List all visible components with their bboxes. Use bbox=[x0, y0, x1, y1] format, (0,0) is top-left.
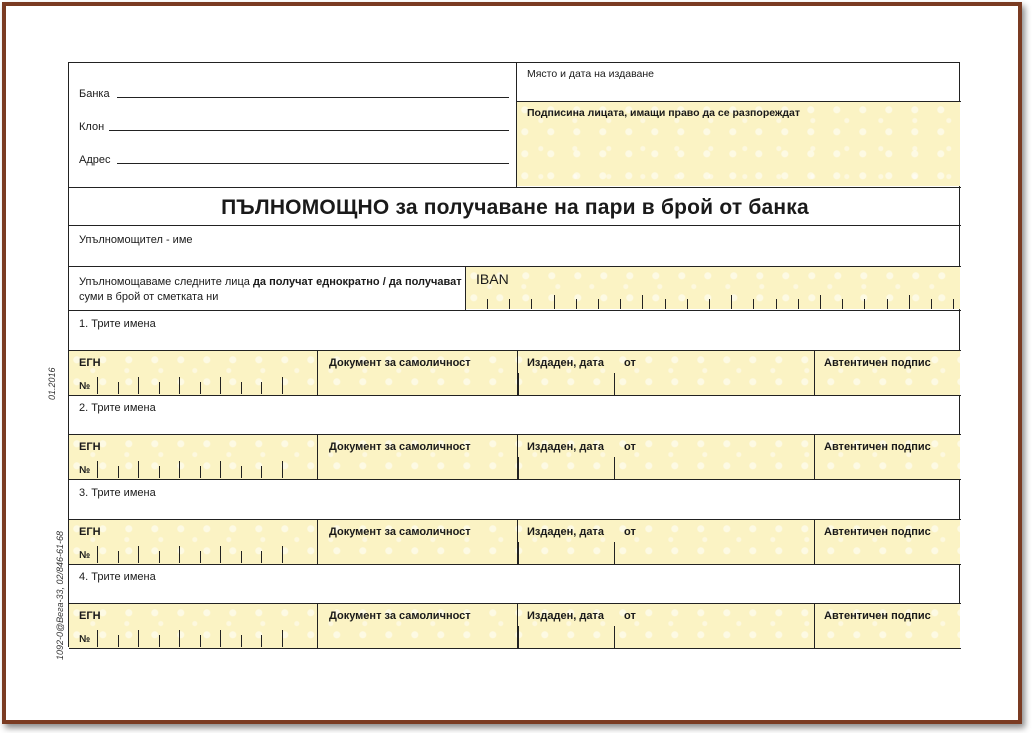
authorize-bottom-line bbox=[69, 310, 961, 311]
egn-label: ЕГН bbox=[79, 610, 101, 622]
branch-field[interactable] bbox=[109, 130, 509, 131]
egn-digit-tick bbox=[261, 635, 262, 647]
egn-digit-tick bbox=[118, 635, 119, 647]
authorize-bold: да получат еднократно / да получават bbox=[252, 276, 462, 288]
iban-digit-tick bbox=[731, 295, 732, 309]
date-code: 01.2016 bbox=[47, 367, 57, 400]
egn-digit-tick bbox=[159, 382, 160, 394]
issued-date-label: Издаден, дата bbox=[527, 357, 604, 369]
iban-digit-tick bbox=[642, 295, 643, 309]
principal-label: Упълномощител - име bbox=[79, 234, 193, 246]
iban-digit-tick bbox=[953, 299, 954, 309]
egn-digit-tick bbox=[261, 551, 262, 563]
signature-divider bbox=[814, 351, 815, 395]
from-mark bbox=[614, 626, 615, 648]
print-code: 1092-0@Вега-33, 02/846-61-68 bbox=[55, 530, 65, 660]
signature-divider bbox=[814, 435, 815, 479]
egn-digit-tick bbox=[159, 466, 160, 478]
egn-digit-tick bbox=[241, 466, 242, 478]
issued-mark bbox=[518, 626, 519, 648]
person-name-label: 1. Трите имена bbox=[79, 318, 156, 330]
egn-label: ЕГН bbox=[79, 526, 101, 538]
signatures-top-line bbox=[516, 101, 961, 102]
form-title: ПЪЛНОМОЩНО за получаване на пари в брой от банка bbox=[221, 196, 809, 219]
egn-digit-tick bbox=[179, 377, 180, 394]
egn-digit-tick bbox=[138, 630, 139, 647]
document-label: Документ за самоличност bbox=[329, 526, 471, 538]
address-label: Адрес bbox=[79, 154, 111, 166]
iban-digit-tick bbox=[887, 299, 888, 309]
egn-digit-tick bbox=[97, 377, 98, 394]
from-mark bbox=[614, 373, 615, 395]
egn-digit-tick bbox=[220, 546, 221, 563]
egn-digit-tick bbox=[261, 382, 262, 394]
iban-digit-tick bbox=[909, 295, 910, 309]
authorize-text bbox=[79, 276, 462, 288]
id-row-bottom-line bbox=[69, 395, 961, 396]
egn-digit-tick bbox=[138, 377, 139, 394]
signatures-label: Подписина лицата, имащи право да се разпореждат bbox=[527, 107, 801, 119]
issued-date-label: Издаден, дата bbox=[527, 441, 604, 453]
issued-date-label: Издаден, дата bbox=[527, 526, 604, 538]
egn-digit-tick bbox=[179, 546, 180, 563]
document-label: Документ за самоличност bbox=[329, 610, 471, 622]
iban-digit-tick bbox=[709, 299, 710, 309]
iban-digit-tick bbox=[554, 295, 555, 309]
id-row-bottom-line bbox=[69, 479, 961, 480]
iban-digit-tick bbox=[931, 299, 932, 309]
branch-label: Клон bbox=[79, 121, 105, 133]
egn-divider bbox=[317, 351, 318, 395]
person-name-label: 3. Трите имена bbox=[79, 487, 156, 499]
iban-digit-tick bbox=[753, 299, 754, 309]
iban-digit-tick bbox=[598, 299, 599, 309]
egn-digit-tick bbox=[200, 466, 201, 478]
id-row-bottom-line bbox=[69, 564, 961, 565]
egn-digit-tick bbox=[118, 551, 119, 563]
iban-digit-tick bbox=[864, 299, 865, 309]
person-name-label: 4. Трите имена bbox=[79, 571, 156, 583]
address-field[interactable] bbox=[117, 163, 509, 164]
power-of-attorney-form bbox=[68, 62, 960, 647]
from-label: от bbox=[624, 357, 636, 369]
authorize-plain: Упълномощаваме следните лица bbox=[79, 276, 250, 288]
iban-digit-tick bbox=[531, 299, 532, 309]
egn-digit-tick bbox=[159, 551, 160, 563]
egn-digit-tick bbox=[118, 466, 119, 478]
egn-digit-tick bbox=[179, 461, 180, 478]
iban-digit-tick bbox=[776, 299, 777, 309]
document-label: Документ за самоличност bbox=[329, 441, 471, 453]
egn-digit-tick bbox=[220, 630, 221, 647]
id-row-bottom-line bbox=[69, 648, 961, 649]
egn-digit-tick bbox=[241, 635, 242, 647]
from-label: от bbox=[624, 441, 636, 453]
egn-digit-tick bbox=[241, 551, 242, 563]
issued-mark bbox=[518, 542, 519, 564]
iban-label: IBAN bbox=[476, 271, 509, 287]
egn-digit-tick bbox=[118, 382, 119, 394]
signature-label: Автентичен подпис bbox=[824, 441, 931, 453]
egn-divider bbox=[317, 520, 318, 564]
from-mark bbox=[614, 542, 615, 564]
egn-digit-tick bbox=[282, 461, 283, 478]
signature-divider bbox=[814, 520, 815, 564]
egn-digit-tick bbox=[220, 377, 221, 394]
number-label: № bbox=[79, 381, 91, 392]
iban-digit-tick bbox=[487, 299, 488, 309]
iban-digit-tick bbox=[576, 299, 577, 309]
egn-digit-tick bbox=[200, 551, 201, 563]
from-mark bbox=[614, 457, 615, 479]
iban-digit-tick bbox=[820, 295, 821, 309]
egn-divider bbox=[317, 435, 318, 479]
signature-label: Автентичен подпис bbox=[824, 357, 931, 369]
egn-digit-tick bbox=[200, 382, 201, 394]
issued-mark bbox=[518, 457, 519, 479]
signature-label: Автентичен подпис bbox=[824, 526, 931, 538]
egn-digit-tick bbox=[282, 546, 283, 563]
egn-digit-tick bbox=[261, 466, 262, 478]
egn-label: ЕГН bbox=[79, 357, 101, 369]
issued-mark bbox=[518, 373, 519, 395]
header-bottom-line bbox=[69, 187, 961, 188]
egn-digit-tick bbox=[138, 546, 139, 563]
from-label: от bbox=[624, 610, 636, 622]
iban-digit-tick bbox=[687, 299, 688, 309]
signature-label: Автентичен подпис bbox=[824, 610, 931, 622]
authorize-line2: суми в брой от сметката ни bbox=[79, 291, 219, 303]
egn-divider bbox=[317, 604, 318, 648]
iban-divider bbox=[465, 266, 466, 310]
iban-digit-tick bbox=[798, 299, 799, 309]
iban-digit-tick bbox=[665, 299, 666, 309]
iban-digit-tick bbox=[509, 299, 510, 309]
iban-digit-tick bbox=[620, 299, 621, 309]
number-label: № bbox=[79, 634, 91, 645]
egn-label: ЕГН bbox=[79, 441, 101, 453]
egn-digit-tick bbox=[282, 377, 283, 394]
egn-digit-tick bbox=[241, 382, 242, 394]
from-label: от bbox=[624, 526, 636, 538]
iban-digit-tick bbox=[842, 299, 843, 309]
egn-digit-tick bbox=[97, 630, 98, 647]
egn-digit-tick bbox=[97, 461, 98, 478]
issued-date-label: Издаден, дата bbox=[527, 610, 604, 622]
egn-digit-tick bbox=[159, 635, 160, 647]
number-label: № bbox=[79, 550, 91, 561]
egn-digit-tick bbox=[220, 461, 221, 478]
egn-digit-tick bbox=[138, 461, 139, 478]
bank-field[interactable] bbox=[117, 97, 509, 98]
number-label: № bbox=[79, 465, 91, 476]
egn-digit-tick bbox=[282, 630, 283, 647]
document-label: Документ за самоличност bbox=[329, 357, 471, 369]
bank-label: Банка bbox=[79, 88, 110, 100]
title-bottom-line bbox=[69, 225, 961, 226]
egn-digit-tick bbox=[97, 546, 98, 563]
signature-divider bbox=[814, 604, 815, 648]
egn-digit-tick bbox=[179, 630, 180, 647]
place-date-label: Място и дата на издаване bbox=[527, 68, 655, 80]
egn-digit-tick bbox=[200, 635, 201, 647]
person-name-label: 2. Трите имена bbox=[79, 402, 156, 414]
